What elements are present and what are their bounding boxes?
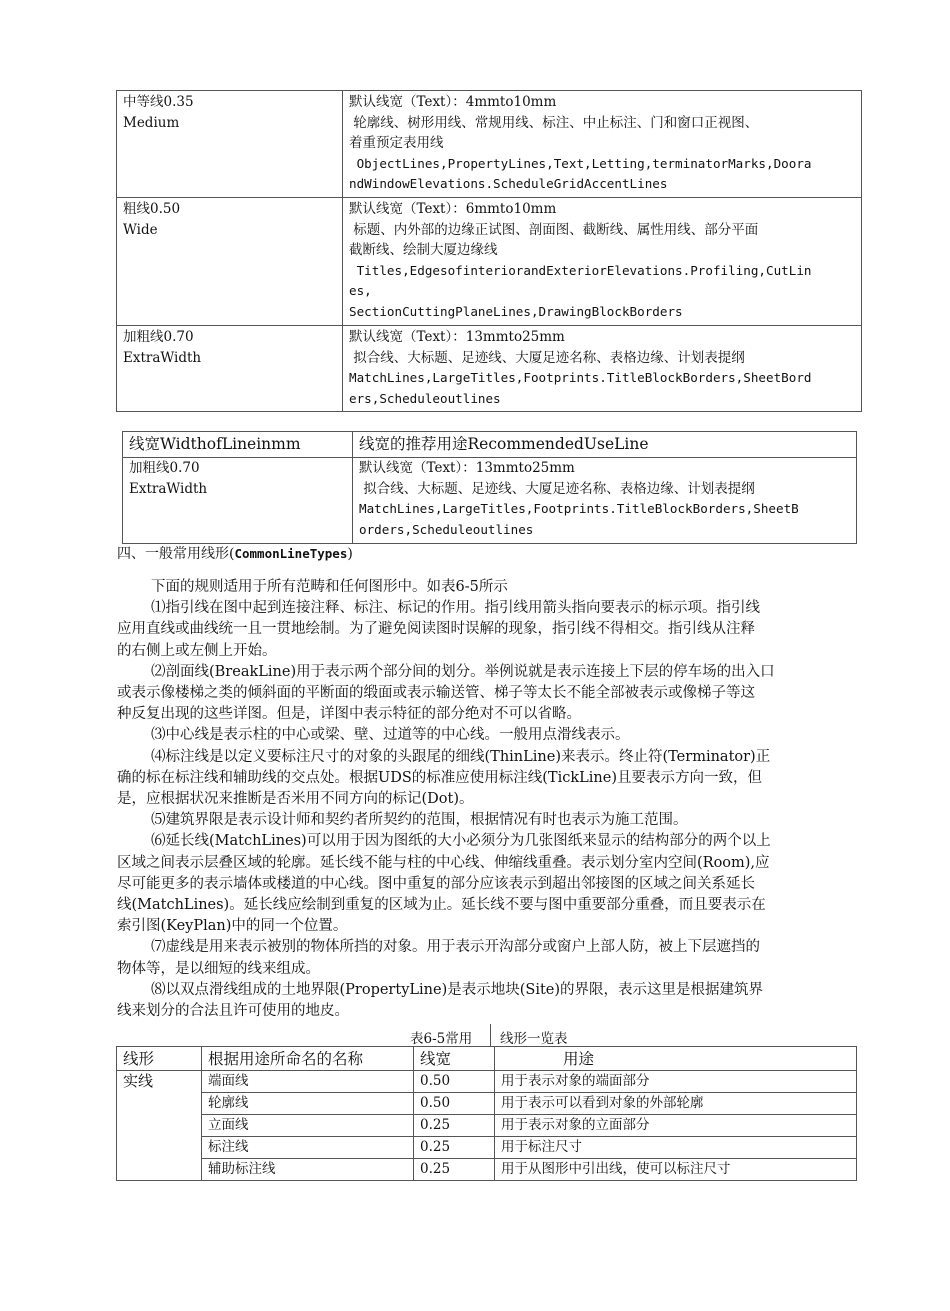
line-type-group: 实线 [117,1071,202,1181]
table-row [117,1115,857,1137]
usage-cell: 用于标注尺寸 [495,1137,857,1159]
table-row [117,198,862,326]
line-width-en: ExtraWidth [129,480,208,497]
table-row [117,1159,857,1181]
caption-left: 表6-5常用 [410,1031,473,1047]
caption-divider [490,1024,491,1046]
usage-cell: 用于从图形中引出线，使可以标注尺寸 [495,1159,857,1181]
line-width-table [116,90,862,412]
table-row [117,1137,857,1159]
name-cell: 端面线 [202,1071,414,1093]
table-header-row [123,432,857,458]
usage-text: 拟合线、大标题、足迹线、大厦足迹名称、表格边缘、计划表提纲 [359,480,755,497]
paragraph: ⑴指引线在图中起到连接注释、标注、标记的作用。指引线用箭头指向要表示的标示项。指引线 应用直线或曲线统一且一贯地绘制。为了避免阅读图时误解的现象，指引线不得相交。指引线从注释 的右侧上或左侧上开始。 [117,600,760,659]
usage-text-en: orders,Scheduleoutlines [359,521,534,537]
paragraph: ⑹延长线(MatchLines)可以用于因为图纸的大小必须分为几张图纸来显示的结构部分的两个以上 区域之间表示层叠区域的轮廓。延长线不能与柱的中心线、伸缩线重叠。表示划分室内空间(Room),应 尽可能更多的表示墙体或楼道的中心线。图中重复的部分应该表示到超出邻接图的区域之间关系延长 线(MatchLines)。延长线应绘制到重复的区域为止。延长线不要与图中重要部分重叠，而且要表示在 索引图(KeyPlan)中的同一个位置。 [117,833,771,935]
usage-text: 默认线宽（Text）：4mmto10mm [349,94,557,110]
usage-text: 默认线宽（Text）：6mmto10mm [349,201,557,217]
name-cell: 辅助标注线 [202,1159,414,1181]
column-header: 线形 [117,1047,202,1071]
column-header: 线宽 [414,1047,495,1071]
usage-cell [343,91,862,198]
line-width-cell [117,91,343,198]
line-width-cn: 加粗线0.70 [123,329,194,345]
section-heading [117,544,353,564]
usage-cell: 用于表示对象的立面部分 [495,1115,857,1137]
usage-text: 标题、内外部的边缘正试图、剖面图、截断线、属性用线、部分平面 [349,221,759,238]
table-row [117,1071,857,1093]
paragraph: ⑶中心线是表示柱的中心或梁、壁、过道等的中心线。一般用点滑线表示。 [151,727,630,744]
usage-text-en: ers,Scheduleoutlines [349,390,501,406]
column-header: 线宽WidthofLineinmm [123,432,353,458]
name-cell: 立面线 [202,1115,414,1137]
caption-right: 线形一览表 [500,1031,568,1047]
column-header: 用途 [495,1047,857,1071]
table-caption [500,1027,568,1047]
usage-text: 默认线宽（Text）：13mmto25mm [359,460,575,476]
paragraph: ⑷标注线是以定义要标注尺寸的对象的头跟尾的细线(ThinLine)来表示。终止符(Terminator)正 确的标在标注线和辅助线的交点处。根据UDS的标准应使用标注线(TickLine)且要表示方向一致，但 是，应根据状况来推断是否米用不同方向的标记(Dot)。 [117,748,771,808]
name-cell: 轮廓线 [202,1093,414,1115]
body-text [117,577,862,1022]
table-caption [410,1027,472,1047]
line-type-table [116,1046,857,1181]
table-row [117,91,862,198]
width-cell: 0.25 [414,1137,495,1159]
usage-text: 着重预定表用线 [349,135,444,152]
usage-text-en: MatchLines,LargeTitles,Footprints.TitleBlockBorders,SheetBord [349,370,812,386]
width-cell: 0.50 [414,1071,495,1093]
usage-text-en: SectionCuttingPlaneLines,DrawingBlockBorders [349,303,683,319]
section-heading-end: ) [347,546,353,562]
name-cell: 标注线 [202,1137,414,1159]
paragraph: ⑸建筑界限是表示设计师和契约者所契约的范围，根据情况有时也表示为施工范围。 [151,812,688,829]
usage-text-en: MatchLines,LargeTitles,Footprints.TitleBlockBorders,SheetB [359,501,799,517]
line-width-cn: 中等线0.35 [123,94,194,110]
section-heading-en: CommonLineTypes [234,546,348,561]
paragraph: ⑻以双点滑线组成的土地界限(PropertyLine)是表示地块(Site)的界限，表示这里是根据建筑界 线来划分的合法且许可使用的地皮。 [117,981,764,1020]
line-width-cell [123,458,353,544]
line-width-cn: 加粗线0.70 [129,460,200,476]
usage-text: 默认线宽（Text）：13mmto25mm [349,329,565,345]
line-width-cell [117,198,343,326]
table-row [117,326,862,412]
usage-text-en: ndWindowElevations.ScheduleGridAccentLines [349,176,668,192]
section-heading-cn: 四、一般常用线形( [117,546,235,562]
column-header: 线宽的推荐用途RecommendedUseLine [353,432,857,458]
line-width-en: Medium [123,114,180,131]
usage-text: 截断线、绘制大厦边缘线 [349,242,498,259]
line-width-en: ExtraWidth [123,349,202,366]
usage-cell [343,198,862,326]
usage-text-en: Titles,EdgesofinteriorandExteriorElevations.Profiling,CutLin [349,262,812,278]
width-cell: 0.25 [414,1159,495,1181]
width-cell: 0.25 [414,1115,495,1137]
width-cell: 0.50 [414,1093,495,1115]
usage-cell: 用于表示可以看到对象的外部轮廓 [495,1093,857,1115]
paragraph: ⑺虚线是用来表示被别的物体所挡的对象。用于表示开沟部分或窗户上部人防，被上下层遮挡的 物体等，是以细短的线来组成。 [117,939,760,977]
line-width-cn: 粗线0.50 [123,201,181,217]
line-width-cell [117,326,343,412]
usage-text: 轮廓线、树形用线、常规用线、标注、中止标注、门和窗口正视图、 [349,114,759,131]
usage-cell: 用于表示对象的端面部分 [495,1071,857,1093]
line-width-table-repeat [122,431,857,544]
table-row [117,1093,857,1115]
paragraph: ⑵剖面线(BreakLine)用于表示两个部分间的划分。举例说就是表示连接上下层的停车场的出入口 或表示像楼梯之类的倾斜面的平断面的缎面或表示输送管、梯子等太长不能全部被表示或像梯子等这 种反复出现的这些详图。但是，详图中表示特征的部分绝对不可以省略。 [117,663,775,723]
column-header: 根据用途所命名的名称 [202,1047,414,1071]
usage-cell [343,326,862,412]
usage-text-en: ObjectLines,PropertyLines,Text,Letting,terminatorMarks,Doora [349,155,812,171]
usage-text-en: es, [349,283,372,299]
line-width-en: Wide [123,221,158,238]
usage-cell [353,458,857,544]
paragraph: 下面的规则适用于所有范畴和任何图形中。如表6-5所示 [151,579,508,595]
table-header-row [117,1047,857,1071]
table-row [123,458,857,544]
usage-text: 拟合线、大标题、足迹线、大厦足迹名称、表格边缘、计划表提纲 [349,349,745,366]
